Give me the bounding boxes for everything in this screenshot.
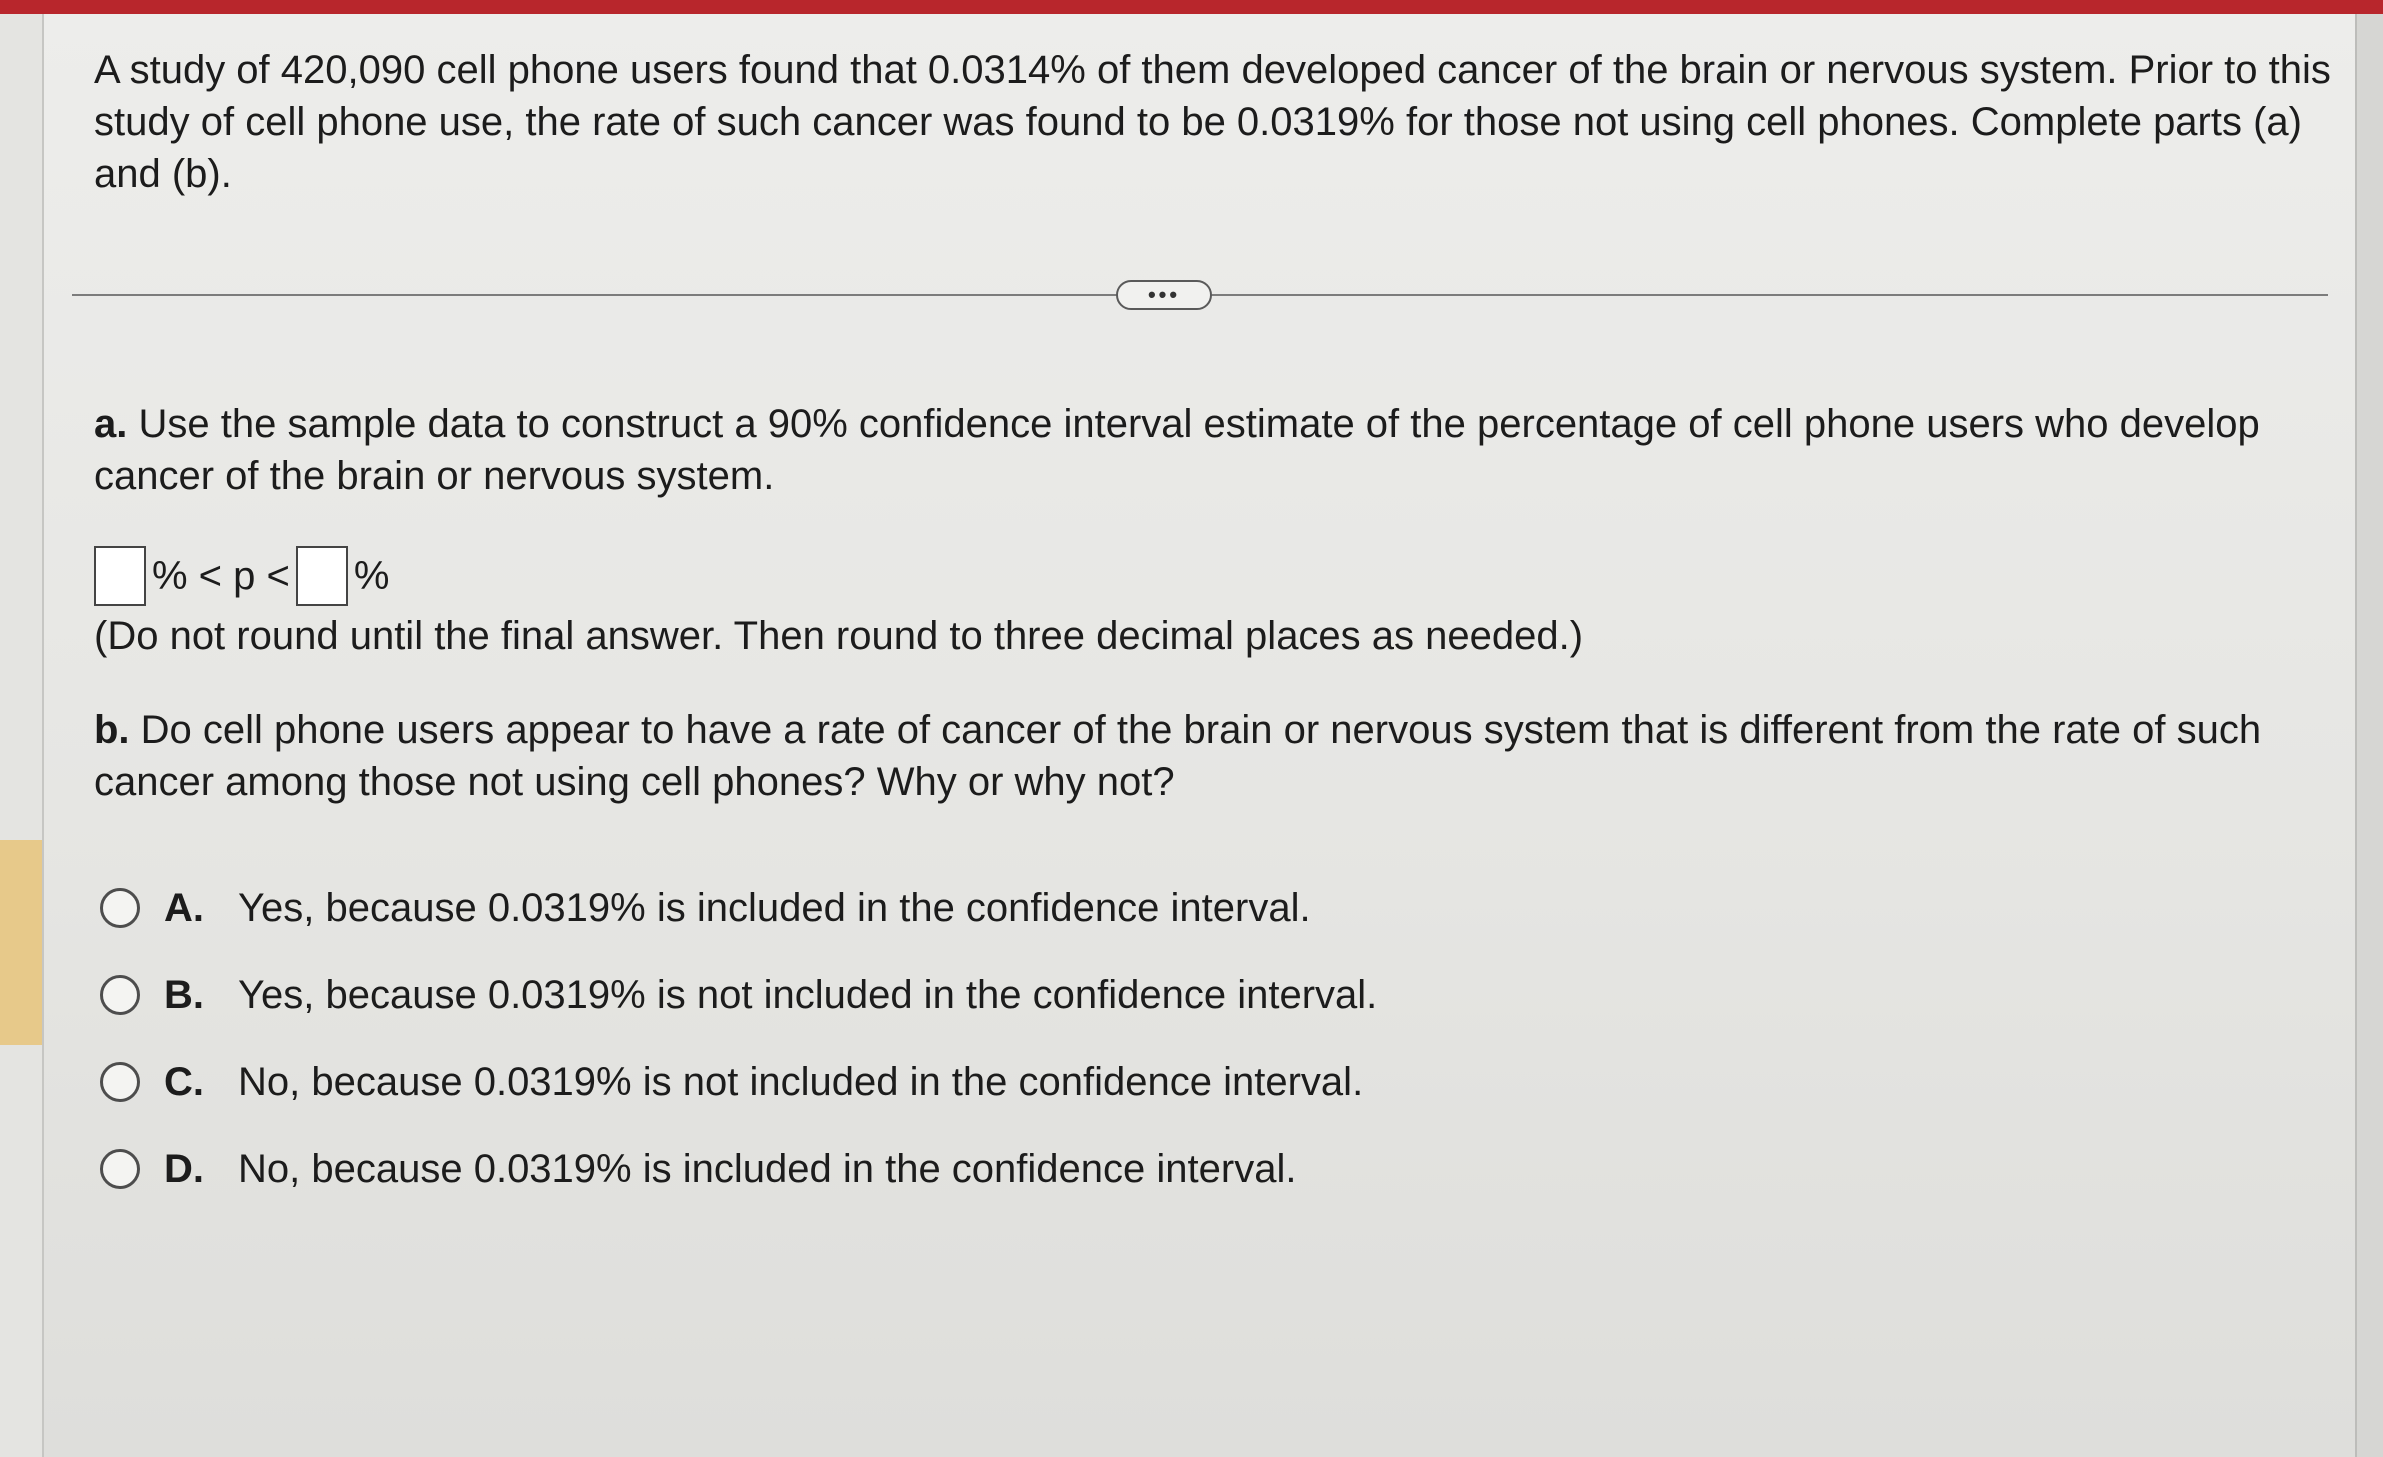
option-text: Yes, because 0.0319% is not included in the confidence interval. <box>238 972 1378 1017</box>
interval-middle-text: % < p < <box>152 553 290 598</box>
confidence-interval-row <box>94 544 395 608</box>
option-letter: C. <box>164 1059 204 1104</box>
radio-button-icon[interactable] <box>100 888 140 928</box>
radio-button-icon[interactable] <box>100 1149 140 1189</box>
upper-bound-input[interactable] <box>296 546 348 606</box>
left-sidebar-tab[interactable] <box>0 840 42 1045</box>
option-text: Yes, because 0.0319% is included in the confidence interval. <box>238 885 1311 930</box>
option-d[interactable] <box>100 1139 1900 1199</box>
part-b-prompt <box>94 704 2314 808</box>
radio-button-icon[interactable] <box>100 975 140 1015</box>
option-letter: D. <box>164 1146 204 1191</box>
option-letter: B. <box>164 972 204 1017</box>
answer-options <box>100 878 1900 1226</box>
right-scroll-edge <box>2355 14 2383 1457</box>
top-header-bar <box>0 0 2383 14</box>
option-letter: A. <box>164 885 204 930</box>
option-b[interactable] <box>100 965 1900 1025</box>
question-text: A study of 420,090 cell phone users found that 0.0314% of them developed cancer of the brain or nervous system. Prior to this study of cell phone use, the rate of such cancer was found to be 0.0319% for those not using cell phones. Complete parts (a) and (b). <box>94 48 2331 196</box>
rounding-note: (Do not round until the final answer. Then round to three decimal places as needed.) <box>94 614 1584 658</box>
option-text: No, because 0.0319% is included in the confidence interval. <box>238 1146 1297 1191</box>
part-a-prompt <box>94 398 2314 502</box>
option-a[interactable] <box>100 878 1900 938</box>
option-c[interactable] <box>100 1052 1900 1112</box>
option-text: No, because 0.0319% is not included in the confidence interval. <box>238 1059 1364 1104</box>
part-b-label: b. <box>94 708 130 752</box>
part-a-label: a. <box>94 402 128 446</box>
part-b-text: Do cell phone users appear to have a rate of cancer of the brain or nervous system that is different from the rate of such cancer among those not using cell phones? Why or why not? <box>94 708 2262 804</box>
question-panel <box>44 14 2355 1457</box>
radio-button-icon[interactable] <box>100 1062 140 1102</box>
interval-percent-text: % <box>353 553 390 598</box>
more-options-button[interactable]: ••• <box>1116 280 1212 310</box>
lower-bound-input[interactable] <box>94 546 146 606</box>
left-sidebar-edge <box>0 14 44 1457</box>
part-a-text: Use the sample data to construct a 90% confidence interval estimate of the percentage of cell phone users who develop cancer of the brain or nervous system. <box>94 402 2260 498</box>
